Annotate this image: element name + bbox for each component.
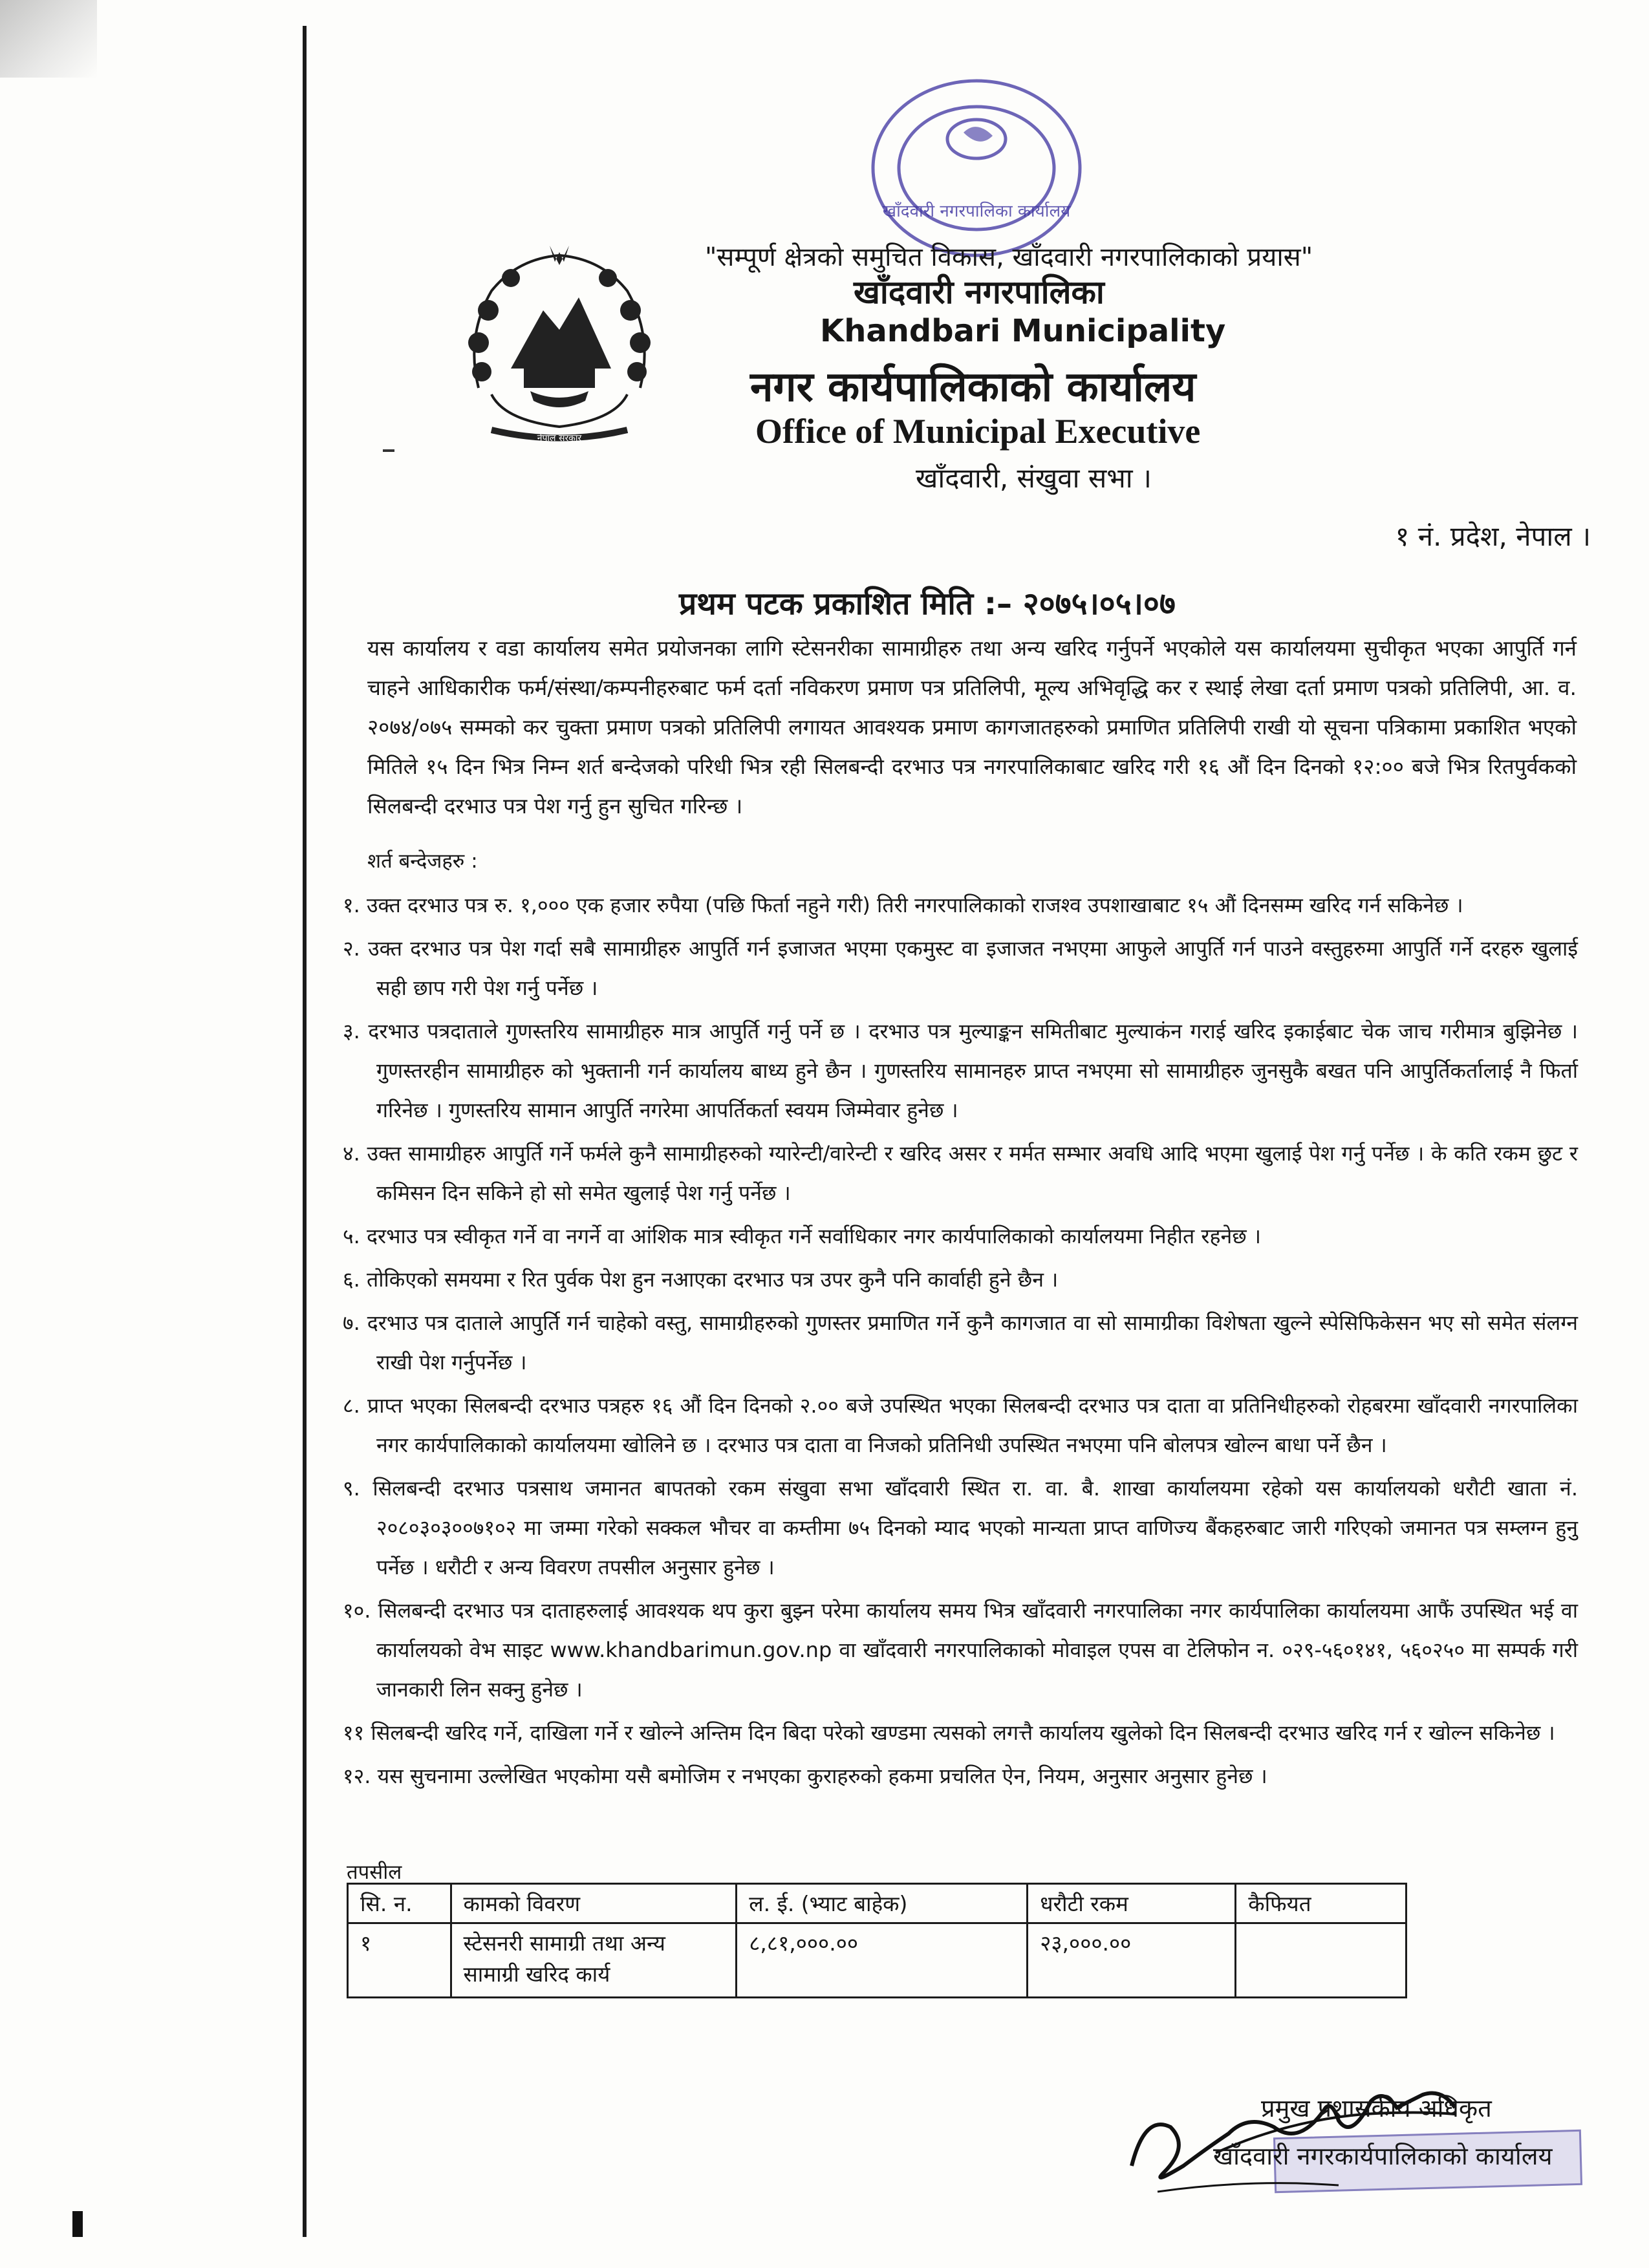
conditions-list <box>343 886 1578 1800</box>
municipality-name-nepali: खाँदवारी नगरपालिका <box>854 273 1105 311</box>
column-header: सि. न. <box>348 1884 451 1923</box>
condition-item: ११ सिलबन्दी खरिद गर्ने, दाखिला गर्ने र खोल्ने अन्तिम दिन बिदा परेको खण्डमा त्यसको लगत्तै कार्यालय खुलेको दिन सिलबन्दी दरभाउ खरिद गर्न र खोल्न सकिनेछ । <box>343 1720 1555 1745</box>
condition-item: ८. प्राप्त भएका सिलबन्दी दरभाउ पत्रहरु १६ औं दिन दिनको २.०० बजे उपस्थित भएका सिलबन्दी दरभाउ पत्र दाता वा प्रतिनिधीहरुको रोहबरमा खाँदवारी नगरपालिका नगर कार्यपालिकाको कार्यालयमा खोलिने छ । दरभाउ पत्र दाता वा निजको प्रतिनिधी उपस्थित नभएमा पनि बोलपत्र खोल्न बाधा पर्ने छैन । <box>343 1393 1578 1457</box>
signatory-office: खाँदवारी नगरकार्यपालिकाको कार्यालय <box>1213 2142 1553 2170</box>
details-table <box>347 1883 1407 1998</box>
publication-label: प्रथम पटक प्रकाशित मिति :– <box>679 586 1013 622</box>
condition-item: ७. दरभाउ पत्र दाताले आपुर्ति गर्न चाहेको वस्तु, सामाग्रीहरुको गुणस्तर प्रमाणित गर्ने कुनै कागजात वा सो सामाग्रीका विशेषता खुल्ने स्पेसिफिकेसन भए सो समेत संलग्न राखी पेश गर्नुपर्नेछ । <box>343 1311 1578 1375</box>
condition-item: ९. सिलबन्दी दरभाउ पत्रसाथ जमानत बापतको रकम संखुवा सभा खाँदवारी स्थित रा. वा. बै. शाखा कार्यालयमा रहेको यस कार्यालयको धरौटी खाता नं. २०८०३०३००७१०२ मा जम्मा गरेको सक्कल भौचर वा कम्तीमा ७५ दिनको म्याद भएको मान्यता प्राप्त वाणिज्य बैंकहरुबाट जारी गरिएको जमानत पत्र सम्लग्न हुनु पर्नेछ । धरौटी र अन्य विवरण तपसील अनुसार हुनेछ । <box>343 1476 1578 1579</box>
government-emblem <box>453 239 666 446</box>
condition-item: १. उक्त दरभाउ पत्र रु. १,००० एक हजार रुपैया (पछि फिर्ता नहुने गरी) तिरी नगरपालिकाको राजश्व उपशाखाबाट १५ औं दिनसम्म खरिद गर्न सकिनेछ । <box>343 893 1463 917</box>
column-header: कैफियत <box>1236 1884 1406 1923</box>
office-name-nepali: नगर कार्यपालिकाको कार्यालय <box>750 363 1196 411</box>
scan-corner-smudge <box>0 0 97 78</box>
handwritten-signature <box>1119 2037 1610 2231</box>
condition-item: १०. सिलबन्दी दरभाउ पत्र दाताहरुलाई आवश्यक थप कुरा बुझ्न परेमा कार्यालय समय भित्र खाँदवारी नगरपालिका नगर कार्यपालिका कार्यालयमा आफैं उपस्थित भई वा कार्यालयको वेभ साइट www.khandbarimun.gov.np वा खाँदवारी नगरपालिकाको मोवाइल एपस वा टेलिफोन न. ०२९-५६०१४१, ५६०२५० मा सम्पर्क गरी जानकारी लिन सक्नु हुनेछ । <box>343 1598 1578 1702</box>
condition-item: ५. दरभाउ पत्र स्वीकृत गर्ने वा नगर्ने वा आंशिक मात्र स्वीकृत गर्ने सर्वाधिकार नगर कार्यपालिकाको कार्यालयमा निहीत रहनेछ । <box>343 1224 1261 1248</box>
svg-text:नेपाल सरकार: नेपाल सरकार <box>537 433 582 444</box>
table-cell: ८,८१,०००.०० <box>737 1923 1028 1998</box>
slogan: "सम्पूर्ण क्षेत्रको समुचित विकास, खाँदवारी नगरपालिकाको प्रयास" <box>705 242 1313 272</box>
publication-date-line <box>679 582 1176 624</box>
table-cell: २३,०००.०० <box>1028 1923 1236 1998</box>
svg-text:खाँदवारी नगरपालिका कार्यालय: खाँदवारी नगरपालिका कार्यालय <box>882 202 1071 221</box>
condition-item: ३. दरभाउ पत्रदाताले गुणस्तरिय सामाग्रीहरु मात्र आपुर्ति गर्नु पर्ने छ । दरभाउ पत्र मुल्याङ्कन समितीबाट मुल्याकंन गराई खरिद इकाईबाट चेक जाच गरीमात्र बुझिनेछ । गुणस्तरहीन सामाग्रीहरु को भुक्तानी गर्न कार्यालय बाध्य हुने छैन । गुणस्तरिय सामानहरु प्राप्त नभएमा सो सामाग्रीहरु जुनसुकै बखत पनि आपुर्तिकर्तालाई नै फिर्ता गरिनेछ । गुणस्तरिय सामान आपुर्ति नगरेमा आपर्तिकर्ता स्वयम जिम्मेवार हुनेछ । <box>343 1019 1578 1122</box>
condition-item: १२. यस सुचनामा उल्लेखित भएकोमा यसै बमोजिम र नभएका कुराहरुको हकमा प्रचलित ऐन, नियम, अनुसार अनुसार हुनेछ । <box>343 1764 1267 1788</box>
page-margin-line <box>303 26 307 2237</box>
province-line: १ नं. प्रदेश, नेपाल । <box>1395 520 1591 552</box>
condition-item: ६. तोकिएको समयमा र रित पुर्वक पेश हुन नआएका दरभाउ पत्र उपर कुनै पनि कार्वाही हुने छैन । <box>343 1267 1059 1292</box>
office-address: खाँदवारी, संखुवा सभा । <box>916 462 1152 494</box>
municipality-name-english: Khandbari Municipality <box>820 313 1226 349</box>
publication-date: २०७५।०५।०७ <box>1022 586 1176 622</box>
table-row <box>348 1923 1406 1998</box>
column-header: ल. ई. (भ्याट बाहेक) <box>737 1884 1028 1923</box>
conditions-heading: शर्त बन्देजहरु : <box>367 850 478 873</box>
office-name-english: Office of Municipal Executive <box>755 412 1201 451</box>
column-header: कामको विवरण <box>451 1884 737 1923</box>
dash-mark <box>383 449 394 452</box>
intro-paragraph: यस कार्यालय र वडा कार्यालय समेत प्रयोजनका लागि स्टेसनरीका सामाग्रीहरु तथा अन्य खरिद गर्नुपर्ने भएकोले यस कार्यालयमा सुचीकृत भएका आपुर्ति गर्न चाहने आधिकारीक फर्म/संस्था/कम्पनीहरुबाट फर्म दर्ता नविकरण प्रमाण पत्र प्रतिलिपी, मूल्य अभिवृद्धि कर र स्थाई लेखा दर्ता प्रमाण पत्रको प्रतिलिपी, आ. व. २०७४/०७५ सम्मको कर चुक्ता प्रमाण पत्रको प्रतिलिपी लगायत आवश्यक प्रमाण कागजातहरुको प्रमाणित प्रतिलिपी राखी यो सूचना पत्रिकामा प्रकाशित भएको मितिले १५ दिन भित्र निम्न शर्त बन्देजको परिधी भित्र रही सिलबन्दी दरभाउ पत्र नगरपालिकाबाट खरिद गरी १६ औं दिन दिनको १२:०० बजे भित्र रितपुर्वकको सिलबन्दी दरभाउ पत्र पेश गर्नु हुन सुचित गरिन्छ । <box>367 636 1577 818</box>
table-cell <box>1236 1923 1406 1998</box>
condition-item: ४. उक्त सामाग्रीहरु आपुर्ति गर्ने फर्मले कुनै सामाग्रीहरुको ग्यारेन्टी/वारेन्टी र खरिद असर र मर्मत सम्भार अवधि आदि भएमा खुलाई पेश गर्नु पर्नेछ । के कति रकम छुट र कमिसन दिन सकिने हो सो समेत खुलाई पेश गर्नु पर्नेछ । <box>343 1141 1578 1205</box>
scan-edge-mark <box>72 2211 83 2237</box>
condition-item: २. उक्त दरभाउ पत्र पेश गर्दा सबै सामाग्रीहरु आपुर्ति गर्न इजाजत भएमा एकमुस्ट वा इजाजत नभएमा आफुले आपुर्ति गर्न पाउने वस्तुहरुमा आपुर्ति गर्ने दरहरु खुलाई सही छाप गरी पेश गर्नु पर्नेछ । <box>343 936 1578 1000</box>
table-cell: स्टेसनरी सामाग्री तथा अन्य सामाग्री खरिद कार्य <box>451 1923 737 1998</box>
tapasil-label: तपसील <box>347 1861 402 1884</box>
table-cell: १ <box>348 1923 451 1998</box>
column-header: धरौटी रकम <box>1028 1884 1236 1923</box>
signature-area <box>1119 2037 1610 2231</box>
signatory-title: प्रमुख प्रशासकीय अधिकृत <box>1261 2094 1492 2123</box>
table-header-row <box>348 1884 1406 1923</box>
